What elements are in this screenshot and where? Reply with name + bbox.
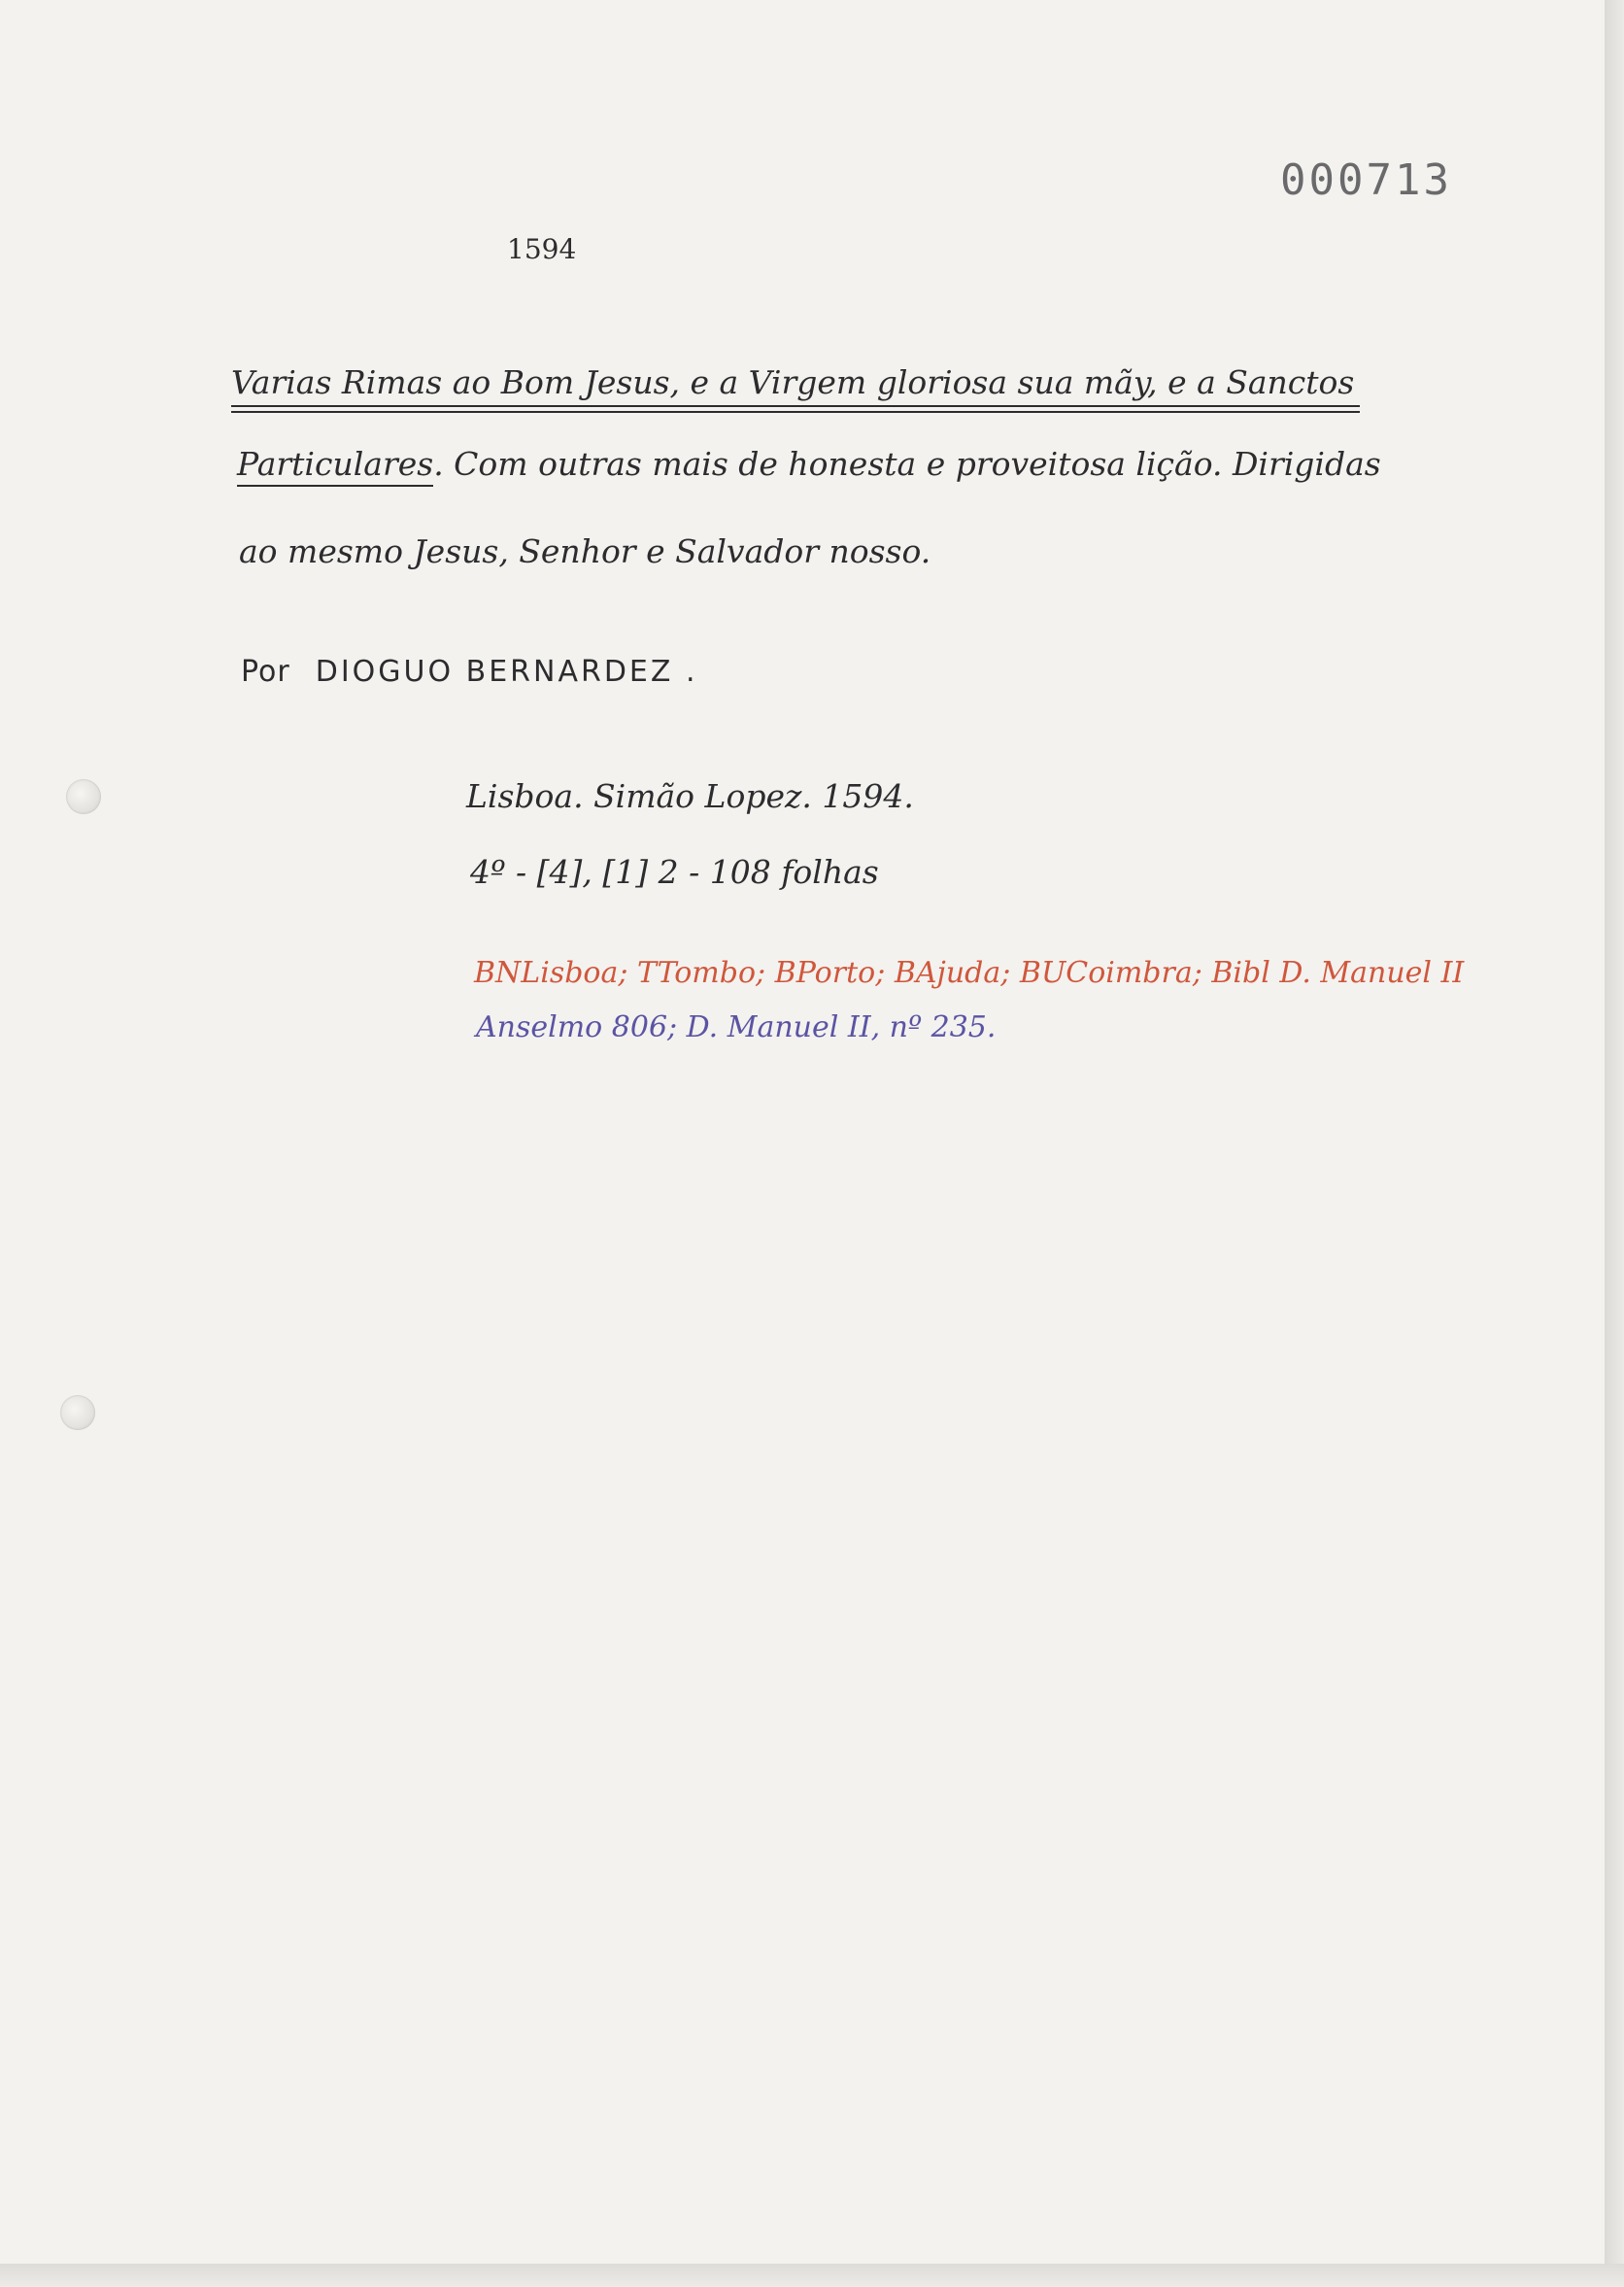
title-double-underline-bottom — [231, 411, 1360, 413]
author-line — [241, 655, 698, 689]
title-line-1-text: Varias Rimas ao Bom Jesus, e a Virgem gloriosa sua mãy, e a Sanctos — [231, 363, 1355, 401]
imprint: Lisboa. Simão Lopez. 1594. — [466, 777, 914, 815]
title-line-2-text: . Com outras mais de honesta e proveitosa lição. Dirigidas — [433, 445, 1381, 483]
punch-hole-bottom — [60, 1395, 95, 1430]
paper-edge-bottom — [0, 2264, 1624, 2287]
title-line-3: ao mesmo Jesus, Senhor e Salvador nosso. — [239, 532, 931, 570]
bibliographic-references: Anselmo 806; D. Manuel II, nº 235. — [476, 1010, 997, 1044]
holdings-libraries: BNLisboa; TTombo; BPorto; BAjuda; BUCoimbra; Bibl D. Manuel II — [474, 956, 1465, 990]
stamp-number: 000713 — [1280, 155, 1452, 205]
collation: 4º - [4], [1] 2 - 108 folhas — [470, 853, 879, 891]
title-underlined-word: Particulares — [237, 445, 433, 487]
title-line-1 — [231, 363, 1354, 401]
title-line-2 — [237, 445, 1381, 483]
paper-edge-right — [1605, 0, 1624, 2287]
author-name: DIOGUO BERNARDEZ . — [315, 655, 698, 689]
title-double-underline-top — [231, 405, 1360, 407]
author-prefix: Por — [241, 655, 290, 689]
year-note: 1594 — [507, 233, 577, 265]
punch-hole-top — [66, 779, 101, 814]
